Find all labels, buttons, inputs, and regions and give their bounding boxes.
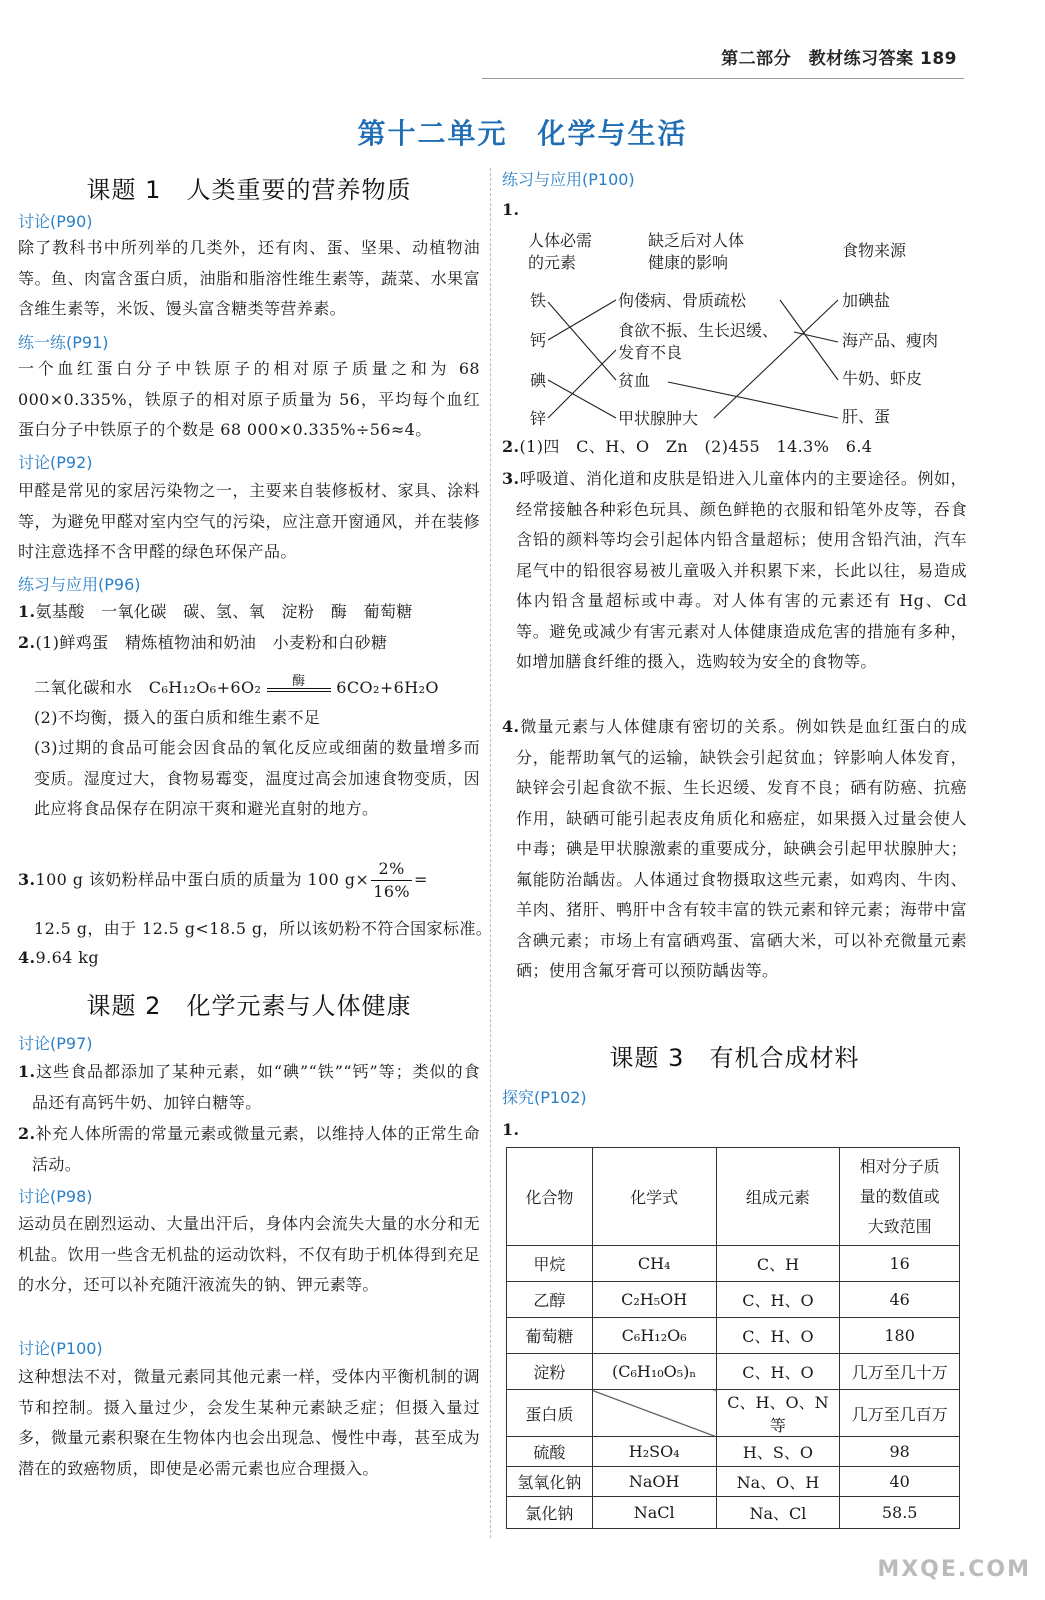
- lesson-2-title: 课题 2 化学元素与人体健康: [86, 992, 412, 1020]
- discussion-p100-text: 这种想法不对，微量元素同其他元素一样，受体内平衡机制的调节和控制。摄入量过少，会发生某种元素缺乏症；但摄入量过多，微量元素积聚在生物体内也会出现急、慢性中毒，甚至成为潜在的致癌物质，即使是必需元素也应合理摄入。: [18, 1367, 480, 1478]
- section-discussion-p100: 讨论(P100): [18, 1339, 103, 1358]
- lesson-3-title: 课题 3 有机合成材料: [609, 1044, 860, 1072]
- equation-glucose-oxidation: 二氧化碳和水 C₆H₁₂O₆+6O₂ 酶 6CO₂+6H₂O: [34, 675, 439, 698]
- table-cell: 58.5: [840, 1497, 960, 1529]
- table-cell: (C₆H₁₀O₅)ₙ: [592, 1354, 716, 1390]
- matching-lines: [502, 0, 967, 460]
- table-cell: 46: [840, 1282, 960, 1318]
- section-explore-p102: 探究(P102): [502, 1088, 587, 1107]
- exercise-p100-q4: 4.微量元素与人体健康有密切的关系。例如铁是血红蛋白的成分，能帮助氧气的运输，缺铁会引起贫血；锌影响人体发育，缺锌会引起食欲不振、生长迟缓、发育不良；硒有防癌、抗癌作用，缺硒可能引起表皮角质化和癌症，如果摄入过量会使人中毒；碘是甲状腺激素的重要成分，缺碘会引起甲状腺肿大；氟能防治龋齿。人体通过食物摄取这些元素，如鸡肉、牛肉、羊肉、猪肝、鸭肝中含有较丰富的铁元素和锌元素；海带中富含碘元素；市场上有富硒鸡蛋、富硒大米，可以补充微量元素硒；使用含氟牙膏可以预防龋齿等。: [502, 717, 967, 980]
- match-header-elements: 人体必需 的元素: [528, 231, 593, 272]
- table-cell: C、H: [716, 1246, 840, 1282]
- table-cell: C、H、O: [716, 1282, 840, 1318]
- discussion-p97-q1: 1.这些食品都添加了某种元素，如“碘”“铁”“钙”等；类似的食品还有高钙牛奶、加锌白糖等。: [18, 1062, 480, 1112]
- effect-anemia: 贫血: [618, 371, 651, 390]
- table-cell: C、H、O: [716, 1318, 840, 1354]
- table-row: [507, 1318, 960, 1354]
- explore-p102-q1-number: 1.: [502, 1120, 520, 1139]
- table-cell: C₆H₁₂O₆: [592, 1318, 716, 1354]
- table-cell: H、S、O: [716, 1437, 840, 1467]
- discussion-p90-text: 除了教科书中所列举的几类外，还有肉、蛋、坚果、动植物油等。鱼、肉富含蛋白质，油脂和脂溶性维生素等，蔬菜、水果富含维生素等，米饭、馒头富含糖类等营养素。: [18, 238, 480, 318]
- unit-title: 第十二单元 化学与生活: [357, 117, 688, 150]
- source-milk-shrimp: 牛奶、虾皮: [842, 369, 923, 388]
- element-iron: 铁: [530, 291, 547, 310]
- table-cell: CH₄: [592, 1246, 716, 1282]
- table-cell: Na、O、H: [716, 1467, 840, 1497]
- line-iron-anemia: [548, 302, 616, 380]
- match-header-effects: 缺乏后对人体 健康的影响: [648, 231, 745, 272]
- match-header-sources: 食物来源: [842, 241, 907, 260]
- line-calcium-rickets: [548, 300, 616, 340]
- table-cell: 甲烷: [507, 1246, 593, 1282]
- table-cell-diagonal: [592, 1390, 716, 1437]
- table-cell: 蛋白质: [507, 1390, 593, 1437]
- exercise-p96-q2b: (2)不均衡，摄入的蛋白质和维生素不足: [34, 708, 321, 727]
- table-header-row: [507, 1148, 960, 1246]
- section-discussion-p98: 讨论(P98): [18, 1187, 93, 1206]
- practice-p91-text: 一个血红蛋白分子中铁原子的相对原子质量之和为 68 000×0.335%，铁原子的相对原子质量为 56，平均每个血红蛋白分子中铁原子的个数是 68 000×0.335%÷56≈4。: [18, 359, 480, 439]
- watermark: MXQE.COM: [877, 1557, 1031, 1582]
- section-exercise-p96: 练习与应用(P96): [18, 575, 141, 594]
- catalyst-label: 酶: [292, 674, 306, 689]
- effect-growth-delay: 食欲不振、生长迟缓、 发育不良: [618, 321, 779, 362]
- exercise-p96-q2c: (3)过期的食品可能会因食品的氧化反应或细菌的数量增多而变质。湿度过大，食物易霉变，温度过高会加速食物变质，因此应将食品保存在阴凉干爽和避光直射的地方。: [34, 738, 480, 818]
- table-cell: NaOH: [592, 1467, 716, 1497]
- table-cell: 几万至几百万: [840, 1390, 960, 1437]
- exercise-p96-q3: 3.100 g 该奶粉样品中蛋白质的质量为 100 g× $\frac{2\%}{16\%}$ =: [18, 859, 428, 901]
- effect-goiter: 甲状腺肿大: [618, 409, 699, 428]
- table-cell: C₂H₅OH: [592, 1282, 716, 1318]
- section-discussion-p92: 讨论(P92): [18, 453, 93, 472]
- table-header-cell: 相对分子质 量的数值或 大致范围: [840, 1148, 960, 1246]
- exercise-p96-q2a: 2.(1)鲜鸡蛋 精炼植物油和奶油 小麦粉和白砂糖: [18, 633, 388, 652]
- table-header-cell: 组成元素: [716, 1148, 840, 1246]
- table-header-cell: 化合物: [507, 1148, 593, 1246]
- section-discussion-p97: 讨论(P97): [18, 1034, 93, 1053]
- table-row: [507, 1467, 960, 1497]
- table-cell: 氢氧化钠: [507, 1467, 593, 1497]
- table-header-cell: 化学式: [592, 1148, 716, 1246]
- source-liver-egg: 肝、蛋: [842, 407, 891, 426]
- line-zinc-growth: [548, 350, 616, 418]
- table-cell: 淀粉: [507, 1354, 593, 1390]
- source-seafood-lean-meat: 海产品、瘦肉: [842, 331, 939, 350]
- table-cell: 98: [840, 1437, 960, 1467]
- table-cell: 16: [840, 1246, 960, 1282]
- table-row: [507, 1354, 960, 1390]
- source-iodized-salt: 加碘盐: [842, 291, 891, 310]
- table-cell: C、H、O: [716, 1354, 840, 1390]
- discussion-p97-q2: 2.补充人体所需的常量元素或微量元素，以维持人体的正常生命活动。: [18, 1124, 480, 1174]
- table-cell: H₂SO₄: [592, 1437, 716, 1467]
- table-row: [507, 1246, 960, 1282]
- table-cell: 硫酸: [507, 1437, 593, 1467]
- discussion-p92-text: 甲醛是常见的家居污染物之一，主要来自装修板材、家具、涂料等，为避免甲醛对室内空气的污染，应注意开窗通风，并在装修时注意选择不含甲醛的绿色环保产品。: [18, 481, 480, 561]
- table-cell: Na、Cl: [716, 1497, 840, 1529]
- line-iodine-goiter: [548, 380, 616, 418]
- table-cell: 氯化钠: [507, 1497, 593, 1529]
- table-cell: NaCl: [592, 1497, 716, 1529]
- exercise-p96-q1: 1.氨基酸 一氧化碳 碳、氢、氧 淀粉 酶 葡萄糖: [18, 602, 413, 621]
- table-cell: C、H、O、N 等: [716, 1390, 840, 1437]
- element-iodine: 碘: [530, 371, 547, 390]
- lesson-1-title: 课题 1 人类重要的营养物质: [86, 176, 412, 204]
- line-goiter-salt: [714, 300, 838, 418]
- exercise-p100-q2: 2.(1)四 C、H、O Zn (2)455 14.3% 6.4: [502, 437, 873, 456]
- table-row: [507, 1437, 960, 1467]
- element-calcium: 钙: [530, 331, 547, 350]
- column-divider: [490, 168, 491, 1538]
- element-zinc: 锌: [530, 409, 547, 428]
- page-number: 189: [920, 49, 957, 69]
- line-growth-seafood: [794, 332, 838, 342]
- table-cell: 180: [840, 1318, 960, 1354]
- table-cell: 葡萄糖: [507, 1318, 593, 1354]
- exercise-p96-q3-cont: 12.5 g，由于 12.5 g<18.5 g，所以该奶粉不符合国家标准。: [34, 919, 493, 938]
- header-section: 第二部分 教材练习答案: [721, 49, 914, 69]
- table-row: [507, 1390, 960, 1437]
- compound-table: [506, 1147, 960, 1529]
- section-practice-p91: 练一练(P91): [18, 333, 109, 352]
- exercise-p100-q3: 3.呼吸道、消化道和皮肤是铅进入儿童体内的主要途径。例如，经常接触各种彩色玩具、颜色鲜艳的衣服和铅笔外皮等，吞食含铅的颜料等均会引起体内铅含量超标；使用含铅汽油，汽车尾气中的铅很容易被儿童吸入并积累下来，长此以往，易造成体内铅含量超标或中毒。对人体有害的元素还有 Hg、Cd 等。避免或减少有害元素对人体健康造成危害的措施有多种，如增加膳食纤维的摄入，选购较为安全的食物等。: [502, 469, 967, 671]
- table-cell: 几万至几十万: [840, 1354, 960, 1390]
- table-cell: 乙醇: [507, 1282, 593, 1318]
- table-row: [507, 1497, 960, 1529]
- section-exercise-p100: 练习与应用(P100): [502, 170, 635, 189]
- table-row: [507, 1282, 960, 1318]
- effect-rickets: 佝偻病、骨质疏松: [618, 291, 747, 310]
- line-anemia-liver: [668, 382, 838, 418]
- discussion-p98-text: 运动员在剧烈运动、大量出汗后，身体内会流失大量的水分和无机盐。饮用一些含无机盐的运动饮料，不仅有助于机体得到充足的水分，还可以补充随汗液流失的钠、钾元素等。: [18, 1214, 480, 1294]
- fraction: $\frac{2\%}{16\%}$: [373, 859, 410, 901]
- section-discussion-p90: 讨论(P90): [18, 212, 93, 231]
- table-cell: 40: [840, 1467, 960, 1497]
- exercise-p100-q1-number: 1.: [502, 200, 520, 219]
- exercise-p96-q4: 4.9.64 kg: [18, 948, 99, 967]
